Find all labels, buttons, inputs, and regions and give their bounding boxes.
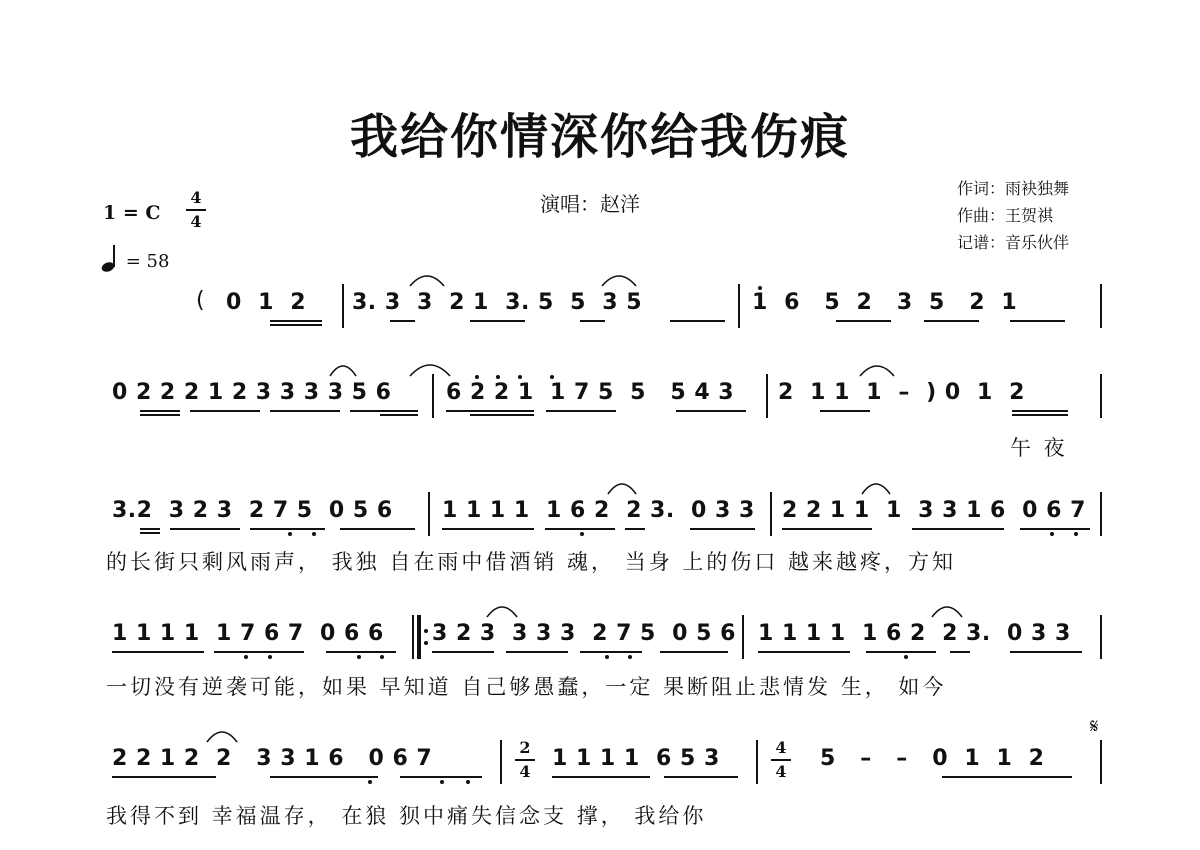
singer-credit: 演唱：赵洋: [540, 192, 640, 216]
song-title: 我给你情深你给我伤痕: [349, 109, 850, 165]
key-signature: 1 = C: [103, 202, 161, 224]
notes-row-1: 0 1 2: [226, 290, 307, 315]
time-signature-line: [186, 209, 206, 211]
lyrics-row-3: 一切没有逆袭可能，如果 早知道 自己够愚蠢，一定 果断阻止悲情发 生， 如今: [106, 675, 947, 699]
composer-credit: 作曲：王贺祺: [957, 206, 1054, 225]
time-signature-top: 4: [190, 188, 202, 207]
lyrics-row-4: 我得不到 幸福温存， 在狼 狈中痛失信念支 撑， 我给你: [106, 804, 707, 828]
open-paren: (: [196, 288, 206, 313]
lyricist-credit: 作词：雨袂独舞: [957, 179, 1070, 198]
notes-row-2: 0 2 2 2 1 2 3 3 3 3 5 6: [112, 380, 392, 405]
transcriber-credit: 记谱：音乐伙伴: [957, 233, 1070, 252]
time-signature-bottom: 4: [190, 212, 202, 231]
tempo-marking: [100, 243, 169, 273]
lyrics-row-2: 的长街只剩风雨声， 我独 自在雨中借酒销 魂， 当身 上的伤口 越来越疼，方知: [106, 550, 957, 574]
segno-icon: 𝄋: [1090, 714, 1099, 738]
quarter-note-icon: [100, 243, 120, 273]
lyrics-row-1: 午 夜: [1010, 436, 1068, 460]
notes-row-3: 3.2 3 2 3 2 7 5 0 5 6: [112, 498, 393, 523]
notes-row-4: 1 1 1 1 1 7 6 7 0 6 6: [112, 621, 384, 646]
notes-row-5: 2 2 1 2 2 3 3 1 6 0 6 7: [112, 746, 433, 771]
tempo-value: = 58: [125, 251, 170, 272]
